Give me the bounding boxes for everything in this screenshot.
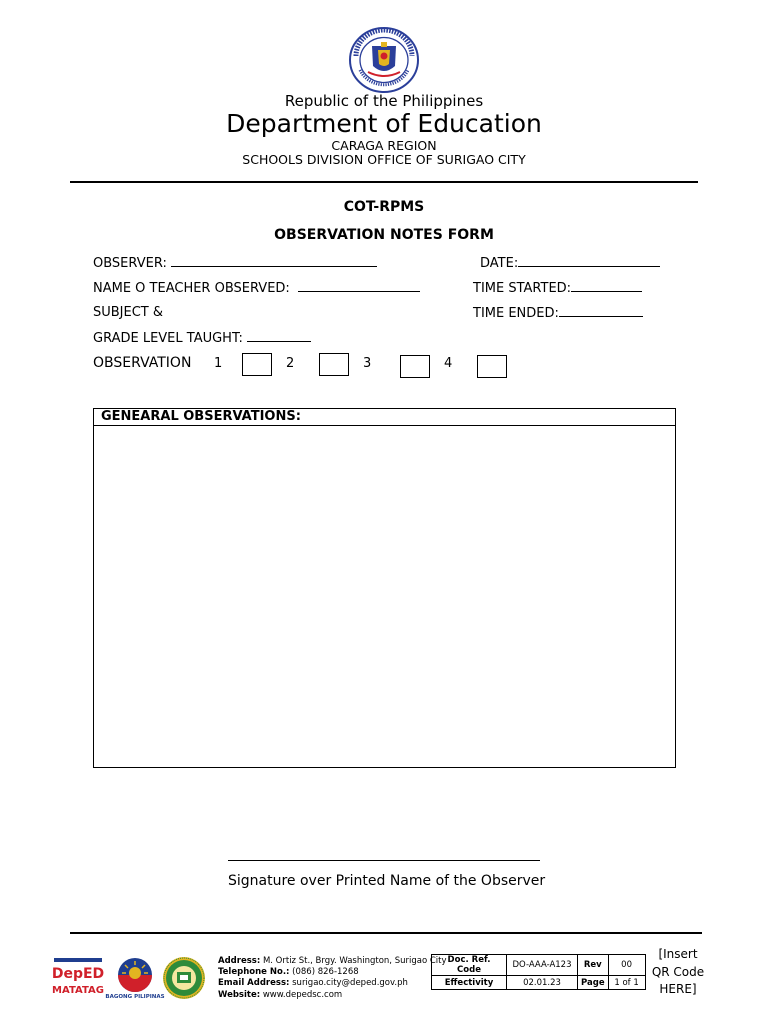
- email-line: Email Address: surigao.city@deped.gov.ph: [218, 978, 408, 989]
- qr-line-2: QR Code: [651, 964, 705, 979]
- subject-field[interactable]: [93, 305, 163, 320]
- header-divider: [70, 181, 698, 183]
- sdo-surigao-seal-logo: [162, 956, 206, 1000]
- observation-number-4: 4: [444, 356, 453, 371]
- grade-level-field[interactable]: [93, 330, 311, 346]
- doc-ref-label: Doc. Ref. Code: [432, 955, 507, 976]
- deped-matatag-logo: [51, 958, 105, 998]
- bagong-pilipinas-wordmark: BAGONG PILIPINAS: [105, 994, 165, 1000]
- footer-divider: [70, 932, 702, 934]
- date-field[interactable]: [480, 255, 660, 271]
- date-line: [518, 255, 660, 267]
- observer-line: [171, 255, 377, 267]
- doc-ref-value: DO-AAA-A123: [507, 955, 578, 976]
- time-started-field[interactable]: [473, 280, 642, 296]
- observation-checkbox-3[interactable]: [400, 355, 430, 378]
- observation-number-3: 3: [363, 356, 372, 371]
- address-line: Address: M. Ortiz St., Brgy. Washington, Surigao City: [218, 956, 447, 966]
- time-started-line: [571, 280, 642, 292]
- effectivity-label: Effectivity: [432, 976, 507, 990]
- deped-seal-logo: [348, 26, 420, 94]
- page-label: Page: [578, 976, 609, 990]
- qr-line-1: [Insert: [658, 947, 698, 961]
- qr-code-placeholder: [646, 946, 710, 999]
- time-ended-label: TIME ENDED:: [473, 306, 559, 321]
- observation-checkbox-4[interactable]: [477, 355, 507, 378]
- grade-level-line: [247, 330, 311, 342]
- general-observations-box: [93, 408, 676, 768]
- grade-level-label: GRADE LEVEL TAUGHT:: [93, 331, 243, 346]
- telephone-line: Telephone No.: (086) 826-1268: [218, 967, 359, 978]
- date-label: DATE:: [480, 256, 519, 271]
- observer-label: OBSERVER:: [93, 256, 167, 271]
- time-ended-field[interactable]: [473, 305, 643, 321]
- observation-label: OBSERVATION: [93, 355, 192, 371]
- contact-info: [218, 956, 447, 1001]
- form-subtitle: OBSERVATION NOTES FORM: [274, 227, 494, 243]
- division-heading: SCHOOLS DIVISION OFFICE OF SURIGAO CITY: [242, 152, 526, 167]
- form-title: COT-RPMS: [343, 199, 425, 215]
- observation-number-2: 2: [286, 356, 295, 371]
- teacher-line: [298, 280, 420, 292]
- observation-checkbox-1[interactable]: [242, 353, 272, 376]
- signature-caption: Signature over Printed Name of the Observer: [228, 873, 546, 889]
- document-reference-table: [431, 954, 646, 990]
- general-observations-area[interactable]: [94, 426, 675, 767]
- effectivity-value: 02.01.23: [507, 976, 578, 990]
- bagong-pilipinas-logo: [105, 956, 165, 1000]
- signature-line[interactable]: [228, 860, 540, 861]
- matatag-wordmark: MATATAG: [52, 985, 104, 996]
- republic-heading: Republic of the Philippines: [284, 92, 484, 110]
- region-heading: CARAGA REGION: [331, 138, 437, 153]
- rev-label: Rev: [578, 955, 609, 976]
- time-ended-line: [559, 305, 643, 317]
- observation-checkbox-2[interactable]: [319, 353, 349, 376]
- rev-value: 00: [608, 955, 645, 976]
- teacher-label: NAME O TEACHER OBSERVED:: [93, 281, 290, 296]
- subject-label: SUBJECT &: [93, 305, 164, 320]
- qr-line-3: HERE]: [659, 982, 697, 996]
- website-line: Website: www.depedsc.com: [218, 989, 343, 1000]
- observation-number-1: 1: [214, 356, 223, 371]
- deped-wordmark: DepED: [51, 966, 105, 982]
- time-started-label: TIME STARTED:: [473, 281, 572, 296]
- teacher-field[interactable]: [93, 280, 420, 296]
- general-observations-heading: GENEARAL OBSERVATIONS:: [94, 409, 675, 426]
- observer-field[interactable]: [93, 255, 377, 271]
- department-heading: Department of Education: [226, 109, 542, 138]
- page-value: 1 of 1: [608, 976, 645, 990]
